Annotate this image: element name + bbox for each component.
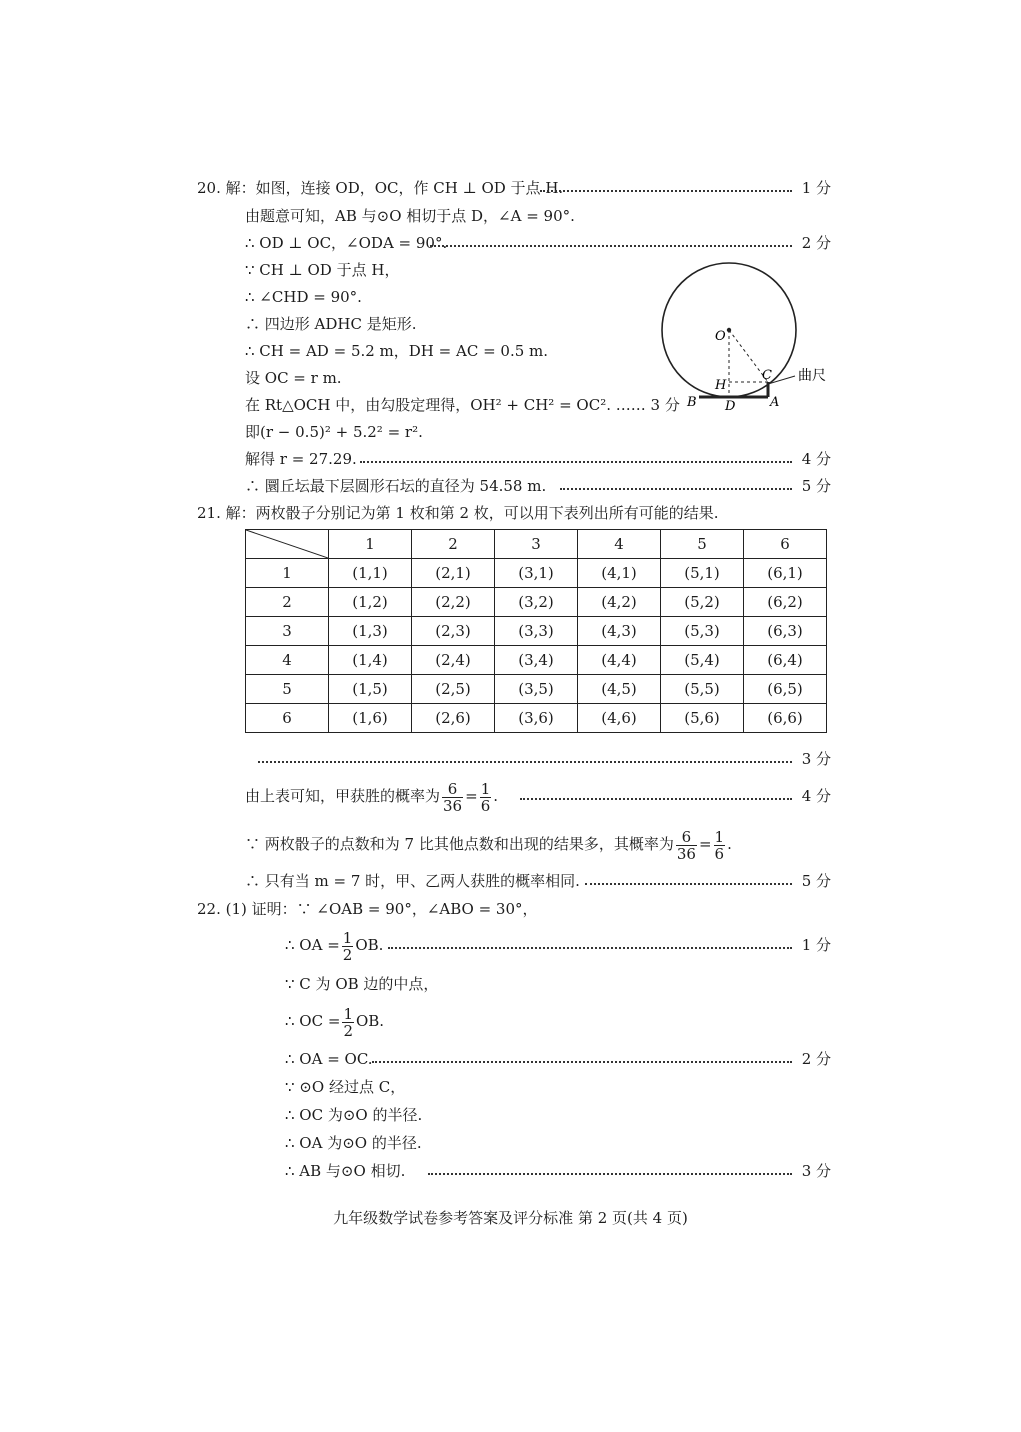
q20-figure [655, 258, 835, 418]
table-cell: (2,5) [412, 675, 495, 704]
q20-line-3: ∴ OD ⊥ OC，∠ODA = 90°. [245, 234, 448, 252]
q21-line-jia-text: 由上表可知，甲获胜的概率为 [245, 787, 441, 805]
q22-line-oa-prefix: ∴ OA = [285, 936, 340, 954]
fraction-numerator: 1 [480, 779, 491, 798]
table-header-cell: 5 [661, 530, 744, 559]
q22-line-mid: ∵ C 为 OB 边的中点， [285, 975, 439, 993]
q21-line-sum7-text: ∵ 两枚骰子的点数和为 7 比其他点数和出现的结果多，其概率为 [245, 835, 674, 853]
fraction-denominator: 36 [443, 796, 463, 815]
table-cell: (4,6) [578, 704, 661, 733]
table-cell: (1,3) [329, 617, 412, 646]
table-cell: (3,5) [495, 675, 578, 704]
table-cell: (2,3) [412, 617, 495, 646]
table-cell: (4,3) [578, 617, 661, 646]
q22-line-oa-suffix: OB. [355, 936, 384, 954]
q21-line-sum7: ∵ 两枚骰子的点数和为 7 比其他点数和出现的结果多，其概率为 $\frac{6}{36}$ = $\frac{1}{6}$ . [245, 827, 732, 863]
label-c: C [762, 368, 772, 383]
fraction-numerator: 1 [714, 827, 725, 846]
q22-line-1: 22. (1) 证明：∵ ∠OAB = 90°，∠ABO = 30°， [197, 900, 538, 918]
q20-line-7: ∴ CH = AD = 5.2 m，DH = AC = 0.5 m. [245, 342, 549, 360]
label-a: A [770, 395, 780, 410]
table-cell: (5,3) [661, 617, 744, 646]
table-header-cell: 4 [578, 530, 661, 559]
q20-line-1: 20. 解：如图，连接 OD，OC，作 CH ⊥ OD 于点 H. [197, 179, 564, 197]
fraction-half [342, 1006, 354, 1039]
dot-leader [585, 883, 792, 885]
table-cell: (6,5) [744, 675, 827, 704]
dot-leader [372, 1061, 792, 1063]
fraction-numerator: 1 [342, 928, 353, 947]
q20-line-5: ∴ ∠CHD = 90°. [245, 288, 362, 306]
q21-score-table: 3 分 [801, 750, 831, 768]
dot-leader [360, 461, 792, 463]
table-row [246, 617, 827, 646]
fraction-6-36 [442, 781, 463, 814]
dot-leader [428, 1173, 792, 1175]
pointer-line [768, 376, 795, 384]
table-cell: (6,6) [744, 704, 827, 733]
table-cell: (3,6) [495, 704, 578, 733]
fraction-denominator: 36 [676, 844, 696, 863]
fraction-half [342, 930, 354, 963]
q20-line-2: 由题意可知，AB 与⊙O 相切于点 D，∠A = 90°. [245, 207, 575, 225]
q20-score-1: 1 分 [801, 179, 831, 197]
table-row [246, 704, 827, 733]
table-corner-cell [246, 530, 329, 559]
q21-line-jia: 由上表可知，甲获胜的概率为 $\frac{6}{36}$ = $\frac{1}{6}$ . [245, 779, 499, 815]
outcome-table [245, 529, 827, 733]
table-cell: (6,1) [744, 559, 827, 588]
fraction-1-6 [714, 829, 726, 862]
q20-line-10: 即(r − 0.5)² + 5.2² = r². [245, 423, 423, 441]
dot-leader [540, 190, 792, 192]
table-cell: (3,1) [495, 559, 578, 588]
q20-score-5: 5 分 [801, 477, 831, 495]
table-row [246, 559, 827, 588]
q22-line-oa-radius: ∴ OA 为⊙O 的半径. [285, 1134, 422, 1152]
fraction-numerator: 6 [676, 829, 697, 846]
q22-line-oc-prefix: ∴ OC = [285, 1012, 341, 1030]
table-row [246, 588, 827, 617]
q22-line-pass: ∵ ⊙O 经过点 C， [285, 1078, 406, 1096]
q21-intro: 21. 解：两枚骰子分别记为第 1 枚和第 2 枚，可以用下表列出所有可能的结果. [197, 504, 719, 522]
table-cell: (6,2) [744, 588, 827, 617]
dot-leader [388, 947, 792, 949]
table-cell: (5,6) [661, 704, 744, 733]
q22-line-oa [285, 929, 383, 963]
table-row-label: 5 [246, 675, 329, 704]
label-d: D [725, 399, 736, 414]
fraction-1-6 [480, 781, 492, 814]
table-cell: (4,5) [578, 675, 661, 704]
q20-line-4: ∵ CH ⊥ OD 于点 H， [245, 261, 400, 279]
table-row [246, 675, 827, 704]
table-row [246, 646, 827, 675]
table-cell: (1,1) [329, 559, 412, 588]
table-cell: (5,2) [661, 588, 744, 617]
fraction-numerator: 1 [343, 1004, 353, 1023]
table-row-label: 4 [246, 646, 329, 675]
dot-leader [560, 488, 792, 490]
page-footer: 九年级数学试卷参考答案及评分标准 第 2 页(共 4 页) [333, 1209, 688, 1227]
table-cell: (3,3) [495, 617, 578, 646]
table-cell: (4,2) [578, 588, 661, 617]
q22-line-oc-radius: ∴ OC 为⊙O 的半径. [285, 1106, 423, 1124]
table-cell: (1,2) [329, 588, 412, 617]
dot-leader [258, 761, 792, 763]
q22-score-3: 3 分 [801, 1162, 831, 1180]
table-header-cell: 2 [412, 530, 495, 559]
dot-leader [430, 245, 792, 247]
fraction-denominator: 6 [480, 796, 491, 815]
table-cell: (5,1) [661, 559, 744, 588]
table-row-label: 3 [246, 617, 329, 646]
q22-score-1: 1 分 [801, 936, 831, 954]
table-cell: (5,4) [661, 646, 744, 675]
table-cell: (5,5) [661, 675, 744, 704]
q22-line-tangent: ∴ AB 与⊙O 相切. [285, 1162, 406, 1180]
table-row-label: 1 [246, 559, 329, 588]
q22-line-eq: ∴ OA = OC. [285, 1050, 373, 1068]
q20-line-8: 设 OC = r m. [245, 369, 342, 387]
table-cell: (1,5) [329, 675, 412, 704]
table-cell: (1,4) [329, 646, 412, 675]
q22-line-oc [285, 1005, 384, 1039]
fraction-denominator: 2 [342, 945, 353, 964]
fraction-numerator: 6 [442, 781, 463, 798]
table-cell: (6,3) [744, 617, 827, 646]
table-header-row [246, 530, 827, 559]
table-cell: (3,4) [495, 646, 578, 675]
q20-line-6: ∴ 四边形 ADHC 是矩形. [245, 315, 417, 333]
table-cell: (1,6) [329, 704, 412, 733]
q21-score-conclusion: 5 分 [801, 872, 831, 890]
table-row-label: 6 [246, 704, 329, 733]
label-tool: 曲尺 [798, 368, 826, 384]
q21-score-jia: 4 分 [801, 787, 831, 805]
label-b: B [687, 395, 697, 410]
table-cell: (2,6) [412, 704, 495, 733]
q20-line-11: 解得 r = 27.29. [245, 450, 357, 468]
table-cell: (4,4) [578, 646, 661, 675]
table-header-cell: 1 [329, 530, 412, 559]
table-cell: (2,1) [412, 559, 495, 588]
fraction-denominator: 2 [343, 1021, 353, 1040]
q20-score-2: 2 分 [801, 234, 831, 252]
table-cell: (2,2) [412, 588, 495, 617]
diagonal-divider [246, 530, 328, 558]
fraction-denominator: 6 [714, 844, 725, 863]
q22-score-2: 2 分 [801, 1050, 831, 1068]
q20-line-9: 在 Rt△OCH 中，由勾股定理得，OH² + CH² = OC². …… 3 分 [245, 396, 680, 414]
table-header-cell: 3 [495, 530, 578, 559]
q20-line-12: ∴ 圜丘坛最下层圆形石坛的直径为 54.58 m. [245, 477, 547, 495]
table-header-cell: 6 [744, 530, 827, 559]
table-cell: (3,2) [495, 588, 578, 617]
q20-score-4: 4 分 [801, 450, 831, 468]
q21-line-conclusion: ∴ 只有当 m = 7 时，甲、乙两人获胜的概率相同. [245, 872, 580, 890]
table-row-label: 2 [246, 588, 329, 617]
table-cell: (6,4) [744, 646, 827, 675]
fraction-6-36 [676, 829, 697, 862]
dot-leader [520, 798, 792, 800]
table-cell: (4,1) [578, 559, 661, 588]
label-h: H [715, 378, 727, 393]
table-cell: (2,4) [412, 646, 495, 675]
q22-line-oc-suffix: OB. [355, 1012, 385, 1030]
label-o: O [715, 329, 726, 344]
